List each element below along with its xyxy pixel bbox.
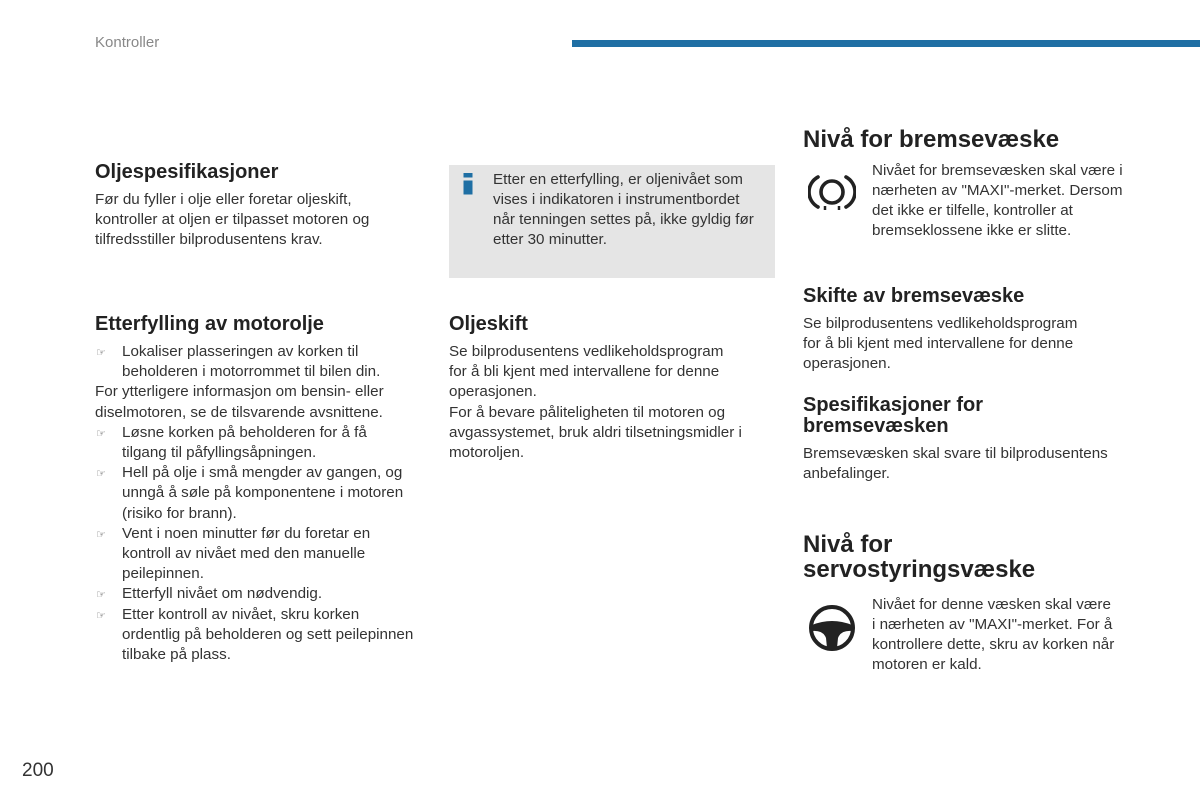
heading-line: bremsevæsken [803,415,949,437]
oil-spec-text [95,190,369,251]
text-line: peilepinnen. [122,565,204,583]
text-line: operasjonen. [449,383,537,401]
oil-spec-heading: Oljespesifikasjoner [95,161,279,183]
brake-fluid-icon [808,172,856,212]
text-line: for å bli kjent med intervallene for denne [803,335,1074,352]
steering-level-text [872,595,1114,675]
text-line: operasjonen. [803,355,891,372]
steering-level-heading [803,532,1035,582]
brake-change-text [803,314,1077,374]
text-line: Vent i noen minutter før du foretar en [122,524,371,542]
text-line: tilgang til påfyllingsåpningen. [122,444,317,462]
text-line: kontroll av nivået med den manuelle [122,545,366,563]
pointing-hand-icon [96,423,106,444]
page-number: 200 [22,760,54,781]
paragraph [95,382,413,422]
oil-change-text-2 [449,403,742,464]
text-line: i nærheten av "MAXI"-merket. For å [872,616,1113,633]
text-line: ordentlig på beholderen og sett peilepinnen [122,625,414,643]
text-line: tilfredsstiller bilprodusentens krav. [95,231,323,249]
heading-line: Nivå for [803,530,893,558]
text-line: Etter kontroll av nivået, skru korken [122,605,360,623]
text-line: Etterfyll nivået om nødvendig. [122,585,323,603]
text-line: når tenningen settes på, ikke gyldig før [493,211,754,228]
text-line: tilbake på plass. [122,646,231,664]
brake-change-heading: Skifte av bremsevæske [803,285,1025,307]
pointing-hand-icon [96,463,106,484]
text-line: kontrollere dette, skru av korken når [872,636,1115,653]
info-box [449,165,775,278]
text-line: motoren er kald. [872,656,982,673]
oil-topup-heading: Etterfylling av motorolje [95,313,324,335]
brake-level-heading: Nivå for bremsevæske [803,126,1060,153]
pointing-hand-icon [96,584,106,605]
text-line: For å bevare påliteligheten til motoren og [449,403,726,421]
oil-change-heading: Oljeskift [449,313,528,335]
bullet-list-item [95,584,413,604]
text-line: kontroller at oljen er tilpasset motoren og [95,211,370,229]
running-header: Kontroller [95,34,160,51]
text-line: for å bli kjent med intervallene for denne [449,363,720,381]
text-line: Etter en etterfylling, er oljenivået som [493,171,743,188]
text-line: etter 30 minutter. [493,231,607,248]
text-line: motoroljen. [449,444,525,461]
brake-spec-heading [803,395,983,437]
brake-level-text [872,161,1123,241]
text-line: Nivået for denne væsken skal være [872,596,1111,613]
bullet-list-item [95,524,413,585]
info-icon [463,173,473,195]
oil-change-text [449,342,723,403]
text-line: avgassystemet, bruk aldri tilsetningsmidler i [449,423,742,441]
text-line: Før du fyller i olje eller foretar oljeskift, [95,191,352,208]
text-line: Se bilprodusentens vedlikeholdsprogram [803,315,1078,332]
text-line: bremseklossene ikke er slitte. [872,222,1072,239]
text-line: Bremsevæsken skal svare til bilprodusentens [803,445,1108,462]
text-line: Hell på olje i små mengder av gangen, og [122,464,403,482]
heading-line: servostyringsvæske [803,555,1036,583]
text-line: Lokaliser plasseringen av korken til [122,343,359,360]
bullet-list-item [95,342,413,382]
steering-wheel-icon [808,604,856,652]
text-line: nærheten av "MAXI"-merket. Dersom [872,182,1123,199]
bullet-list-item [95,423,413,463]
text-line: (risiko for brann). [122,504,237,522]
text-line: anbefalinger. [803,465,890,482]
text-line: For ytterligere informasjon om bensin- eller [95,383,384,401]
text-line: diselmotoren, se de tilsvarende avsnittene. [95,403,383,421]
pointing-hand-icon [96,342,106,363]
text-line: Nivået for bremsevæsken skal være i [872,162,1123,179]
text-line: beholderen i motorrommet til bilen din. [122,363,381,381]
header-accent-bar [572,40,1200,47]
brake-spec-text [803,444,1108,484]
text-line: Se bilprodusentens vedlikeholdsprogram [449,343,724,360]
text-line: vises i indikatoren i instrumentbordet [493,191,740,208]
heading-line: Spesifikasjoner for [803,394,984,416]
text-line: Løsne korken på beholderen for å få [122,423,367,441]
info-box-text [493,170,754,250]
text-line: det ikke er tilfelle, kontroller at [872,202,1073,219]
oil-topup-list [95,342,413,665]
bullet-list-item [95,463,413,524]
text-line: unngå å søle på komponentene i motoren [122,484,404,502]
pointing-hand-icon [96,605,106,626]
bullet-list-item [95,605,413,666]
pointing-hand-icon [96,524,106,545]
